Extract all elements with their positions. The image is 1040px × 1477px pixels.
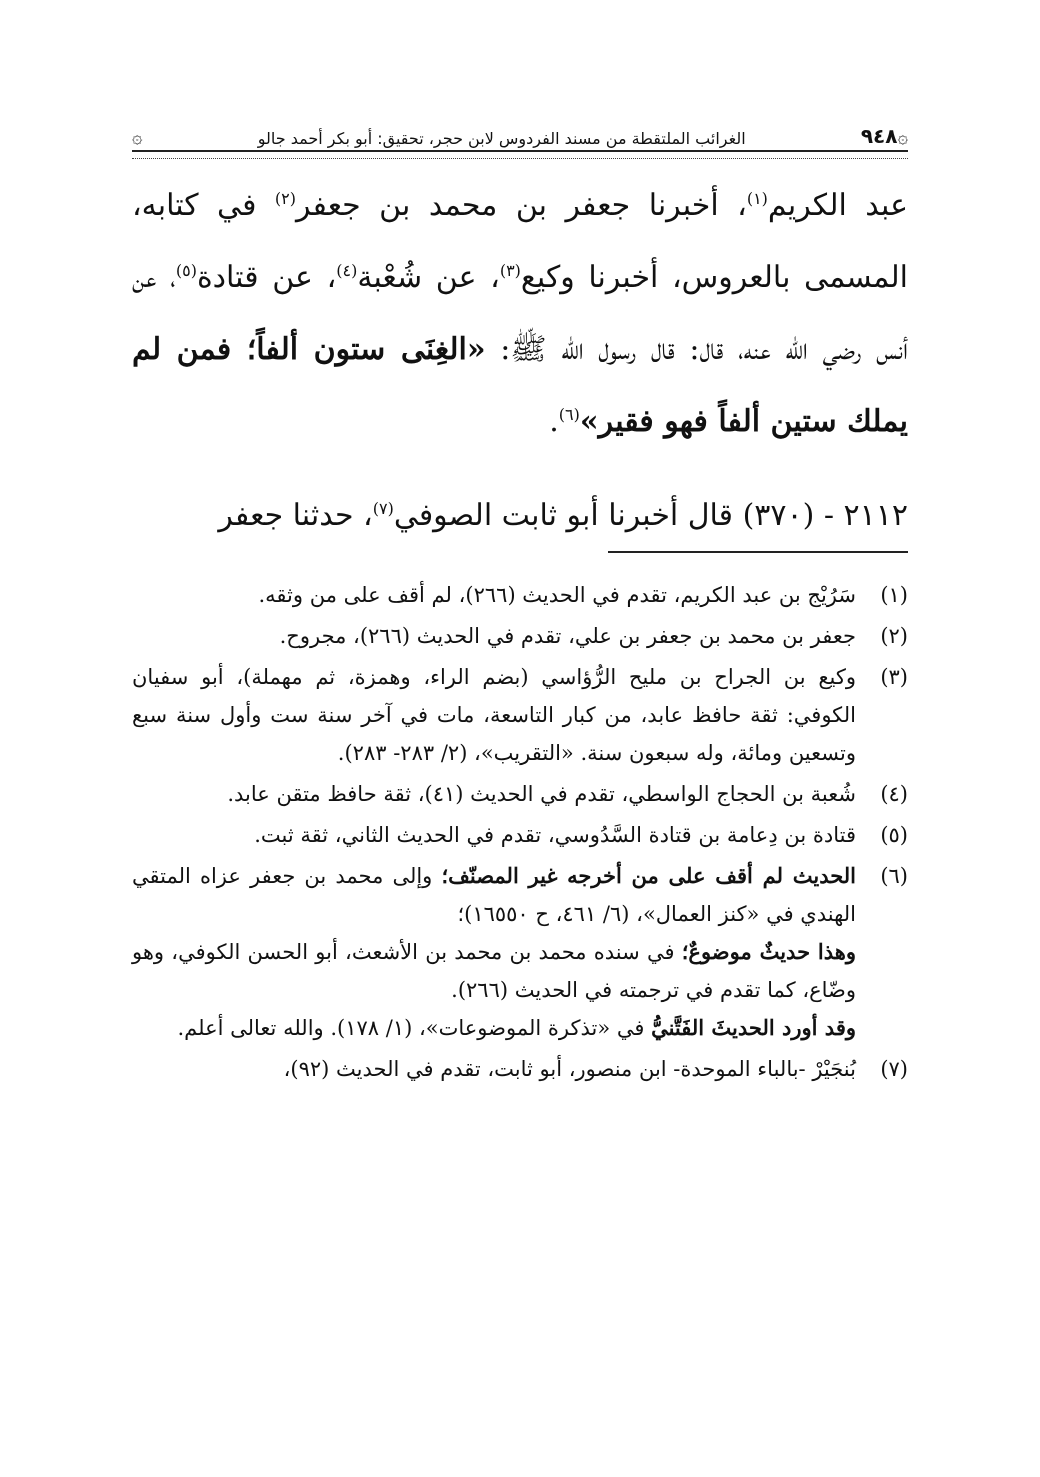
footnote-ref-1[interactable]: (١): [746, 189, 768, 208]
footnote-number: (٦): [880, 864, 908, 888]
footnote-text: جعفر بن محمد بن جعفر بن علي، تقدم في الحديث (٢٦٦)، مجروح.: [279, 624, 856, 648]
footnote-3: [132, 658, 908, 772]
ornament-left-icon: ۞: [132, 127, 143, 148]
footnote-number: (٢): [880, 624, 908, 648]
footnote-text: وكيع بن الجراح بن مليح الرُّؤاسي (بضم الراء، وهمزة، ثم مهملة)، أبو سفيان الكوفي: ثقة حافظ عابد، من كبار التاسعة، مات في آخر سنة ست وأول سنة سبع وتسعين ومائة، وله سبعون سنة. «التقريب»، (٢/ ٢٨٣- ٢٨٣).: [132, 665, 856, 765]
footnote-5: [132, 816, 908, 854]
footnote-ref-3[interactable]: (٣): [499, 261, 521, 280]
paragraph-1: عبد الكريم$^{(١)}$، أخبرنا جعفر بن محمد بن جعفر$^{(٢)}$ في كتابه، المسمى بالعروس، أخبرنا وكيع$^{(٣)}$، عن شُعْبة$^{(٤)}$، عن قتادة$^{(٥)}$، عن أنس رضي الله عنه، قال: قال رسول الله ﷺ: «الغِنَى ستون ألفاً؛ فمن لم يملك ستين ألفاً فهو فقير»$^{(٦)}$.: [132, 188, 908, 439]
footnote-ref-6[interactable]: (٦): [558, 405, 580, 424]
running-title: الغرائب الملتقطة من مسند الفردوس لابن حجر، تحقيق: أبو بكر أحمد جالو: [257, 129, 746, 148]
footnote-ref-2[interactable]: (٢): [274, 189, 296, 208]
footnote-text: شُعبة بن الحجاج الواسطي، تقدم في الحديث (٤١)، ثقة حافظ متقن عابد.: [227, 782, 856, 806]
footnote-text: الحديث لم أقف على من أخرجه غير المصنّف؛ وإلى محمد بن جعفر عزاه المتقي الهندي في «كنز العمال»، (٦/ ٤٦١، ح ١٦٥٥٠)؛ وهذا حديثٌ موضوعٌ؛ في سنده محمد بن محمد بن الأشعث، أبو الحسن الكوفي، وهو وضّاع، كما تقدم في ترجمته في الحديث (٢٦٦). وقد أورد الحديثَ الفَتَّنيُّ في «تذكرة الموضوعات»، (١/ ١٧٨). والله تعالى أعلم.: [132, 863, 857, 1040]
page-header: [132, 118, 908, 148]
footnote-number: (١): [880, 583, 908, 607]
ornament-right-icon: ۞: [897, 127, 908, 148]
footnote-ref-5[interactable]: (٥): [175, 261, 197, 280]
footnote-ref-4[interactable]: (٤): [336, 261, 358, 280]
footnote-7: [132, 1050, 908, 1088]
footnote-number: (٥): [880, 823, 908, 847]
paragraph-2: ٢١١٢ - (٣٧٠) قال أخبرنا أبو ثابت الصوفي$^{(٧)}$، حدثنا جعفر: [218, 498, 908, 533]
footnote-ref-7[interactable]: (٧): [372, 499, 394, 518]
footnote-1: [132, 576, 908, 614]
header-rule: [132, 150, 908, 159]
footnotes: [132, 576, 908, 1091]
footnote-number: (٤): [880, 782, 908, 806]
hadith-quote: «الغِنَى ستون ألفاً؛ فمن لم يملك ستين ألفاً فهو فقير»: [132, 332, 908, 439]
main-text: [132, 170, 908, 552]
footnote-rule: [608, 551, 908, 553]
page-number: ٩٤٨: [860, 124, 898, 148]
footnote-number: (٣): [880, 665, 908, 689]
footnote-text: قتادة بن دِعامة بن قتادة السَّدُوسي، تقدم في الحديث الثاني، ثقة ثبت.: [254, 823, 856, 847]
footnote-text: بُنجَيْرْ -بالباء الموحدة- ابن منصور، أبو ثابت، تقدم في الحديث (٩٢)،: [283, 1057, 856, 1081]
footnote-6: [132, 857, 908, 1047]
footnote-4: [132, 775, 908, 813]
footnote-2: [132, 617, 908, 655]
footnote-text: سَرُيْج بن عبد الكريم، تقدم في الحديث (٢٦٦)، لم أقف على من وثقه.: [258, 583, 856, 607]
footnote-number: (٧): [880, 1057, 908, 1081]
